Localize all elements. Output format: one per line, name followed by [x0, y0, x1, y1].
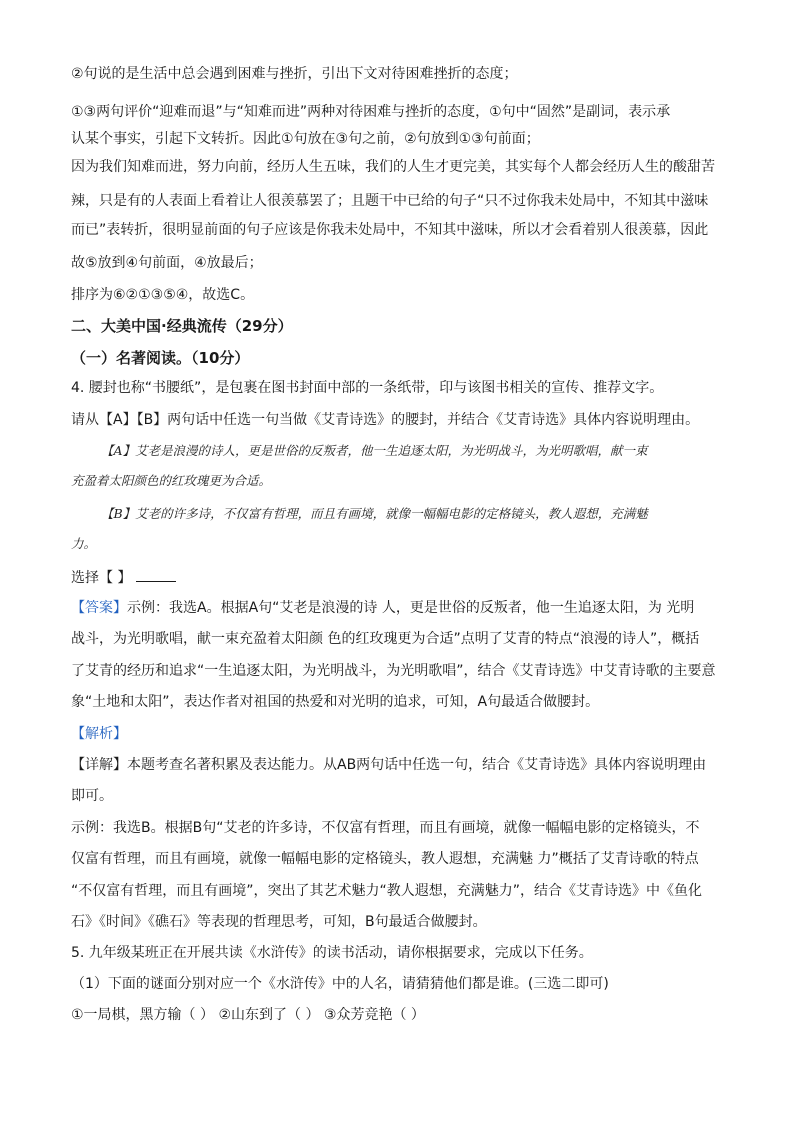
question-4-text: 4. 腰封也称“书腰纸”，是包裹在图书封面中部的一条纸带，印与该图书相关的宣传、推荐文字。: [71, 380, 664, 396]
question-5-riddles: ①一局棋，黑方输（ ） ②山东到了（ ） ③众芳竞艳（ ）: [71, 1007, 425, 1023]
text-line: ①③两句评价“迎难而退”与“知难而进”两种对待困难与挫折的态度，①句中“固然”是副词，表示承: [71, 104, 671, 120]
text-line: 示例：我选B。根据B句“艾老的许多诗，不仅富有哲理，而且有画境，就像一幅幅电影的定格镜头，不: [71, 820, 700, 836]
subsection-heading: （一）名著阅读。（10分）: [71, 349, 250, 367]
text-line: 了艾青的经历和追求“一生追逐太阳，为光明战斗，为光明歌唱”，结合《艾青诗选》中艾青诗歌的主要意: [71, 663, 716, 679]
question-5-text: 5. 九年级某班正在开展共读《水浒传》的读书活动，请你根据要求，完成以下任务。: [71, 945, 593, 961]
text-line: 战斗，为光明歌唱，献一束充盈着太阳颜 色的红玫瑰更为合适”点明了艾青的特点“浪漫的诗人”，概括: [71, 631, 700, 647]
question-4-instruction: 请从【A】【B】两句话中任选一句当做《艾青诗选》的腰封，并结合《艾青诗选》具体内容说明理由。: [71, 412, 700, 428]
section-heading: 二、大美中国·经典流传（29分）: [71, 317, 293, 335]
quote-a-line: 充盈着太阳颜色的红玫瑰更为合适。: [71, 473, 272, 488]
quote-b-line: 【B】艾老的许多诗，不仅富有哲理，而且有画境，就像一幅幅电影的定格镜头，教人遐想，充满魅: [101, 506, 648, 521]
quote-b-line: 力。: [71, 536, 97, 551]
text-line: 仅富有哲理，而且有画境，就像一幅幅电影的定格镜头，教人遐想，充满魅 力”概括了艾青诗歌的特点: [71, 851, 699, 867]
analysis-tag: 【解析】: [71, 726, 127, 742]
text-line: 象“土地和太阳”，表达作者对祖国的热爱和对光明的追求，可知，A句最适合做腰封。: [71, 694, 600, 710]
quote-a-line: 【A】艾老是浪漫的诗人，更是世俗的反叛者，他一生追逐太阳，为光明战斗，为光明歌唱，献一束: [101, 443, 648, 458]
text-line: 辣，只是有的人表面上看着让人很羡慕罢了；且题干中已给的句子“只不过你我未处局中，不知其中滋味: [71, 193, 709, 209]
text-line: 因为我们知难而进，努力向前，经历人生五味，我们的人生才更完美，其实每个人都会经历人生的酸甜苦: [71, 159, 715, 175]
choice-label: 选择【 】: [71, 570, 132, 586]
detail-text: 本题考查名著积累及表达能力。从AB两句话中任选一句，结合《艾青诗选》具体内容说明理由: [127, 757, 707, 773]
text-line: ②句说的是生活中总会遇到困难与挫折，引出下文对待困难挫折的态度；: [71, 66, 518, 82]
text-line: 故⑤放到④句前面，④放最后；: [71, 255, 263, 271]
text-line: 排序为⑥②①③⑤④，故选C。: [71, 287, 255, 303]
text-line: 认某个事实，引起下文转折。因此①句放在③句之前，②句放到①③句前面；: [71, 131, 540, 147]
choice-line: [71, 567, 731, 588]
answer-line: [71, 598, 731, 618]
answer-tag: 【答案】: [71, 600, 127, 616]
text-line: 而已”表转折，很明显前面的句子应该是你我未处局中，不知其中滋味，所以才会看着别人很羡慕，因此: [71, 222, 709, 238]
answer-text: 示例：我选A。根据A句“艾老是浪漫的诗 人，更是世俗的反叛者，他一生追逐太阳，为 光明: [127, 600, 695, 616]
answer-blank: [136, 567, 176, 582]
question-5-sub: （1）下面的谜面分别对应一个《水浒传》中的人名，请猜猜他们都是谁。(三选二即可): [71, 976, 609, 992]
text-line: “不仅富有哲理，而且有画境”，突出了其艺术魅力“教人遐想，充满魅力”，结合《艾青诗选》中《鱼化: [71, 883, 703, 899]
text-line: 即可。: [71, 788, 113, 804]
text-line: 石》《时间》《礁石》等表现的哲理思考，可知，B句最适合做腰封。: [71, 914, 487, 930]
detail-line: [71, 755, 731, 775]
detail-tag: 【详解】: [71, 757, 127, 773]
